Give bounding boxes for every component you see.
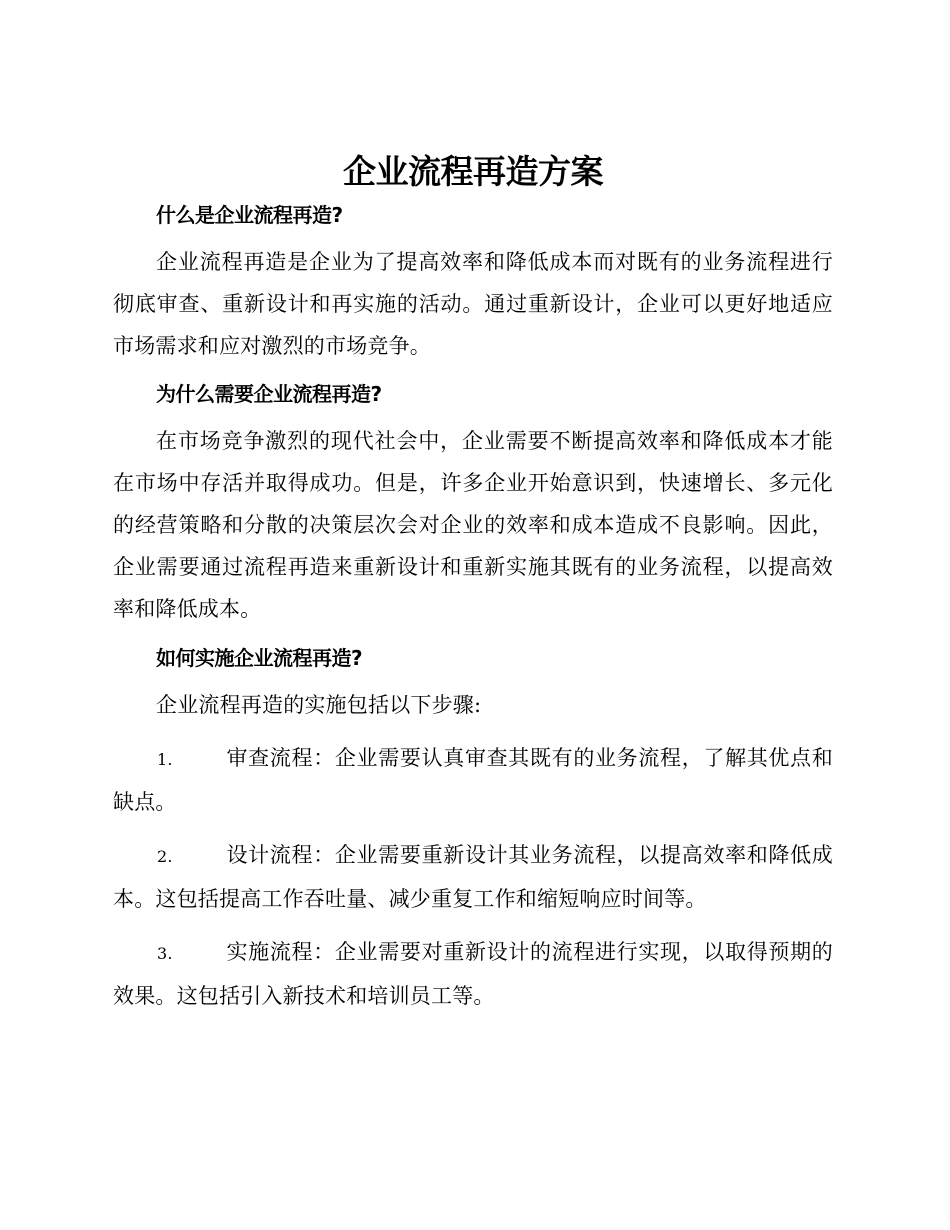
list-item-step-2 <box>113 834 833 920</box>
paragraph-what: 企业流程再造是企业为了提高效率和降低成本而对既有的业务流程进行彻底审查、重新设计和再实施的活动。通过重新设计，企业可以更好地适应市场需求和应对激烈的市场竞争。 <box>113 250 833 358</box>
paragraph-how-intro: 企业流程再造的实施包括以下步骤: <box>156 693 482 717</box>
spacer <box>113 823 833 834</box>
list-item-step-3 <box>113 931 833 1017</box>
spacer <box>113 367 833 379</box>
spacer <box>113 673 833 684</box>
list-number: 2. <box>157 847 173 866</box>
paragraph-why: 在市场竞争激烈的现代社会中，企业需要不断提高效率和降低成本才能在市场中存活并取得成功。但是，许多企业开始意识到，快速增长、多元化的经营策略和分散的决策层次会对企业的效率和成本造成不良影响。因此，企业需要通过流程再造来重新设计和重新实施其既有的业务流程，以提高效率和降低成本。 <box>113 429 833 621</box>
section-heading-why: 为什么需要企业流程再造? <box>156 382 382 406</box>
spacer <box>113 726 833 737</box>
spacer <box>113 409 833 420</box>
spacer <box>113 920 833 931</box>
list-item-text: 实施流程：企业需要对重新设计的流程进行实现，以取得预期的效果。这包括引入新技术和培训员工等。 <box>113 940 833 1008</box>
list-number: 1. <box>157 750 173 769</box>
list-item-step-1 <box>113 737 833 823</box>
list-item-text: 设计流程：企业需要重新设计其业务流程，以提高效率和降低成本。这包括提高工作吞吐量、减少重复工作和缩短响应时间等。 <box>113 843 833 911</box>
document-title: 企业流程再造方案 <box>343 152 603 191</box>
list-number: 3. <box>157 944 173 963</box>
section-heading-how: 如何实施企业流程再造? <box>156 646 363 670</box>
list-item-text: 审查流程：企业需要认真审查其既有的业务流程，了解其优点和缺点。 <box>113 746 833 814</box>
document-page <box>113 150 833 1017</box>
section-heading-what: 什么是企业流程再造? <box>156 203 343 227</box>
spacer <box>113 230 833 241</box>
spacer <box>113 630 833 643</box>
